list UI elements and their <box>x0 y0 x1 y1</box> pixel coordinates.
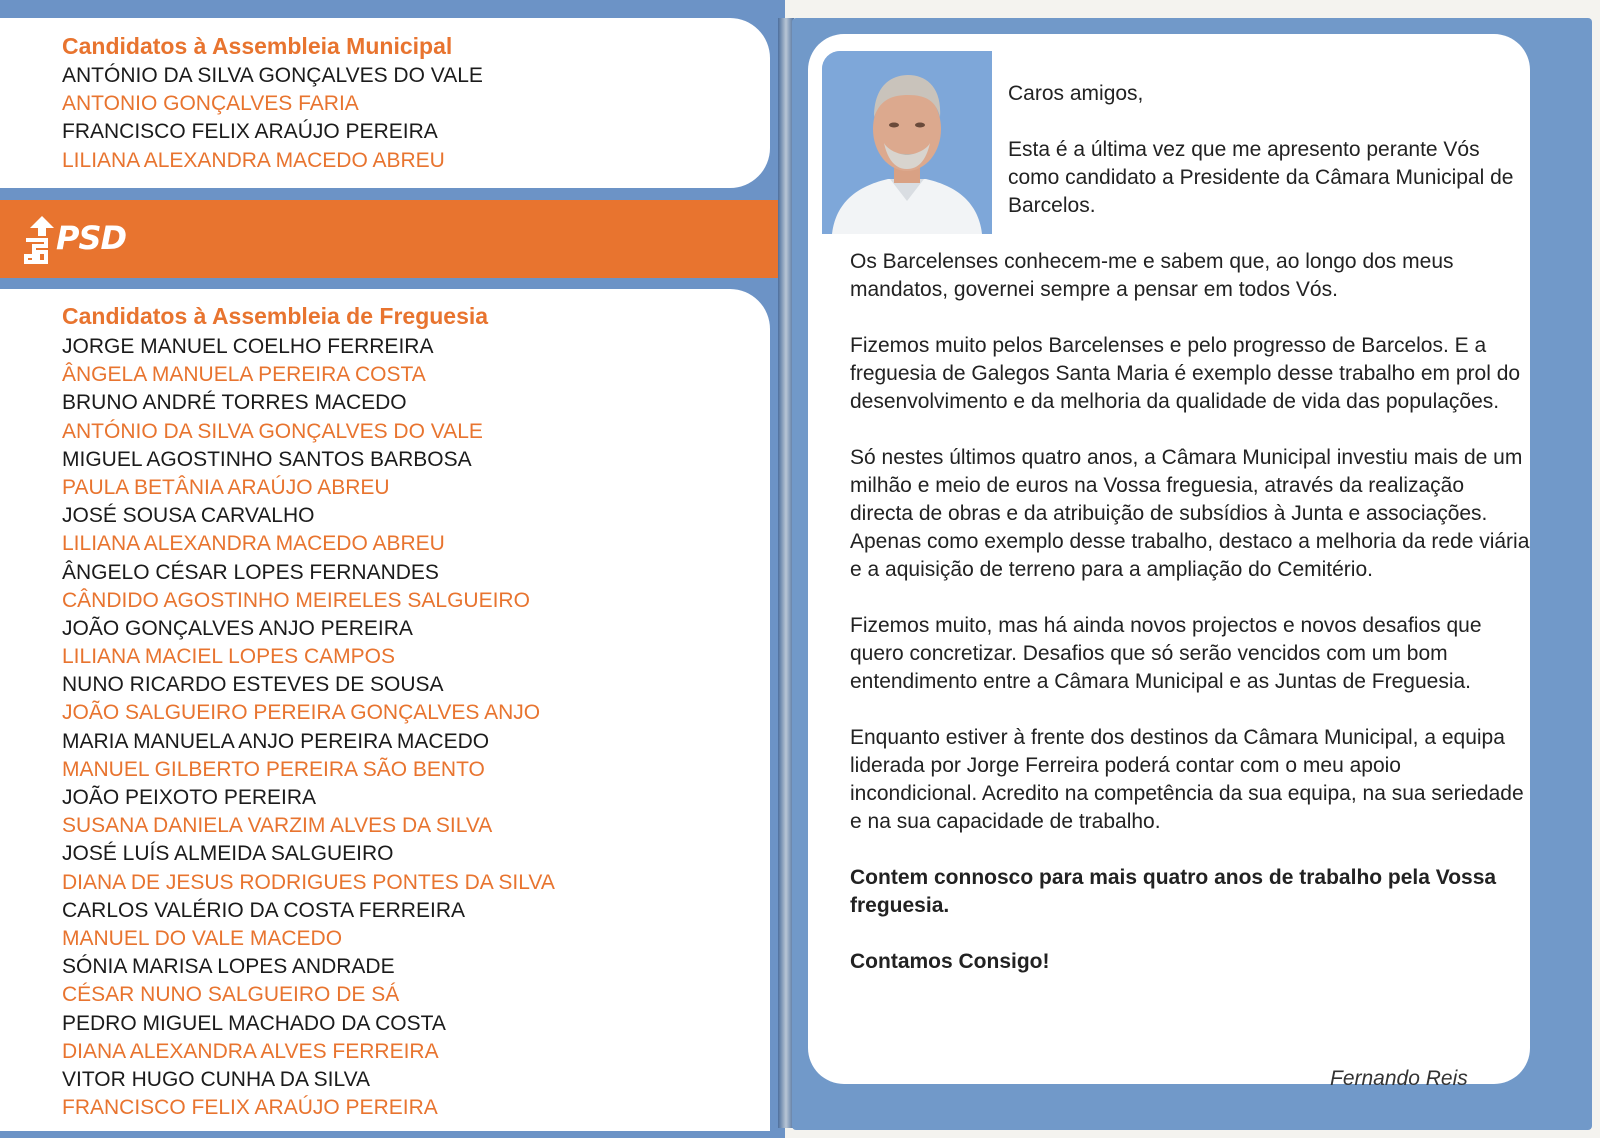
candidate-name: JOSÉ SOUSA CARVALHO <box>62 504 315 528</box>
psd-logo-text: PSD <box>56 219 127 257</box>
psd-arrow-logo-icon <box>22 214 58 264</box>
candidate-name: VITOR HUGO CUNHA DA SILVA <box>62 1067 371 1091</box>
candidate-name: ÂNGELO CÉSAR LOPES FERNANDES <box>62 560 439 584</box>
candidate-name: DIANA ALEXANDRA ALVES FERREIRA <box>62 1039 439 1063</box>
letter-paragraph: Enquanto estiver à frente dos destinos da Câmara Municipal, a equipa liderada por Jorge Ferreira poderá contar com o meu apoio incondicional. Acredito na competência da sua equipa, na sua seriedade e na sua capacidade de trabalho. <box>850 726 1524 833</box>
left-page <box>0 0 785 1138</box>
candidate-name: ANTONIO GONÇALVES FARIA <box>62 92 359 116</box>
municipal-candidate-list <box>62 62 483 175</box>
letter-closing-short: Contamos Consigo! <box>850 950 1050 973</box>
letter-paragraph: Só nestes últimos quatro anos, a Câmara Municipal investiu mais de um milhão e meio de euros na Vossa freguesia, através da realização directa de obras e da atribuição de subsídios à Junta e associações. Apenas como exemplo desse trabalho, destaco a melhoria da rede viária e a aquisição de terreno para a ampliação do Cemitério. <box>850 446 1530 581</box>
candidate-name: BRUNO ANDRÉ TORRES MACEDO <box>62 391 407 415</box>
candidate-name: NUNO RICARDO ESTEVES DE SOUSA <box>62 673 444 697</box>
candidate-name: JOÃO GONÇALVES ANJO PEREIRA <box>62 616 413 640</box>
candidate-name: MARIA MANUELA ANJO PEREIRA MACEDO <box>62 729 490 753</box>
candidate-name: PEDRO MIGUEL MACHADO DA COSTA <box>62 1011 446 1035</box>
portrait-illustration <box>822 51 992 234</box>
candidate-name: SUSANA DANIELA VARZIM ALVES DA SILVA <box>62 814 493 838</box>
freguesia-candidate-list <box>62 333 555 1122</box>
candidate-name: DIANA DE JESUS RODRIGUES PONTES DA SILVA <box>62 870 555 894</box>
candidate-name: JORGE MANUEL COELHO FERREIRA <box>62 335 434 358</box>
candidate-name: JOÃO PEIXOTO PEREIRA <box>62 786 317 809</box>
freguesia-title: Candidatos à Assembleia de Freguesia <box>62 303 489 329</box>
candidate-name: CARLOS VALÉRIO DA COSTA FERREIRA <box>62 898 465 922</box>
candidate-name: ANTÓNIO DA SILVA GONÇALVES DO VALE <box>62 64 483 87</box>
candidate-name: FRANCISCO FELIX ARAÚJO PEREIRA <box>62 120 438 144</box>
psd-logo <box>22 214 142 264</box>
letter-greeting: Caros amigos, <box>1008 82 1144 105</box>
municipal-title: Candidatos à Assembleia Municipal <box>62 33 453 59</box>
candidate-name: FRANCISCO FELIX ARAÚJO PEREIRA <box>62 1096 438 1120</box>
candidate-name: LILIANA MACIEL LOPES CAMPOS <box>62 645 396 669</box>
candidate-name: MANUEL GILBERTO PEREIRA SÃO BENTO <box>62 757 485 781</box>
candidate-name: CÉSAR NUNO SALGUEIRO DE SÁ <box>62 983 400 1007</box>
letter-paragraph: Os Barcelenses conhecem-me e sabem que, ao longo dos meus mandatos, governei sempre a pensar em todos Vós. <box>850 250 1454 301</box>
candidate-name: ÂNGELA MANUELA PEREIRA COSTA <box>62 363 426 387</box>
letter-closing-bold: Contem connosco para mais quatro anos de trabalho pela Vossa freguesia. <box>850 866 1497 917</box>
candidate-name: PAULA BETÂNIA ARAÚJO ABREU <box>62 475 390 499</box>
candidate-name: SÓNIA MARISA LOPES ANDRADE <box>62 955 395 979</box>
letter-signature: Fernando Reis <box>1330 1067 1468 1090</box>
letter-paragraph: Fizemos muito pelos Barcelenses e pelo progresso de Barcelos. E a freguesia de Galegos Santa Maria é exemplo desse trabalho em prol do desenvolvimento e da melhoria da qualidade de vida das populações. <box>850 334 1521 413</box>
candidate-name: LILIANA ALEXANDRA MACEDO ABREU <box>62 148 445 172</box>
candidate-name: ANTÓNIO DA SILVA GONÇALVES DO VALE <box>62 419 483 443</box>
letter-paragraph: Fizemos muito, mas há ainda novos projectos e novos desafios que quero concretizar. Desafios que só serão vencidos com um bom entendimento entre a Câmara Municipal e as Juntas de Freguesia. <box>850 614 1482 693</box>
candidate-name: JOÃO SALGUEIRO PEREIRA GONÇALVES ANJO <box>62 701 541 725</box>
letter-body <box>850 248 1530 1004</box>
candidate-name: CÂNDIDO AGOSTINHO MEIRELES SALGUEIRO <box>62 588 530 612</box>
candidate-photo <box>822 51 992 234</box>
candidate-name: JOSÉ LUÍS ALMEIDA SALGUEIRO <box>62 842 394 866</box>
letter-intro: Esta é a última vez que me apresento perante Vós como candidato a Presidente da Câmara Municipal de Barcelos. <box>1008 138 1514 217</box>
candidate-name: LILIANA ALEXANDRA MACEDO ABREU <box>62 532 445 556</box>
candidate-name: MIGUEL AGOSTINHO SANTOS BARBOSA <box>62 447 472 471</box>
candidate-name: MANUEL DO VALE MACEDO <box>62 926 343 950</box>
